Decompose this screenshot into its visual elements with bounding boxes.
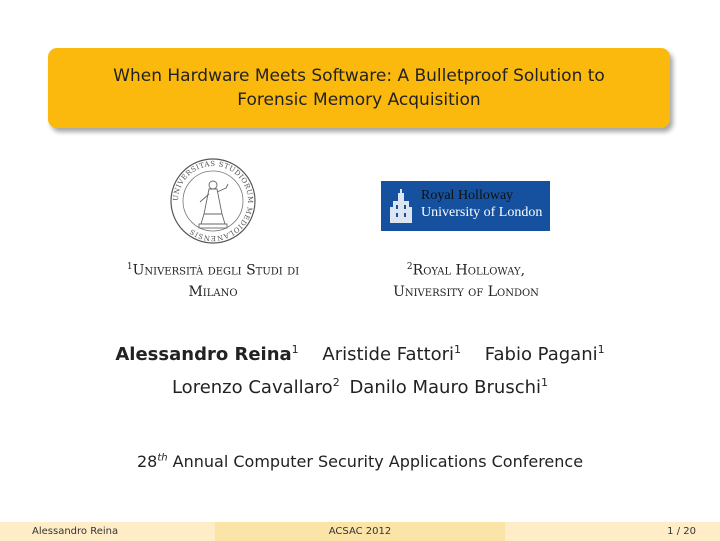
author-name: Alessandro Reina bbox=[115, 344, 292, 365]
author-affiliation: 2 bbox=[332, 376, 340, 389]
author bbox=[349, 377, 548, 398]
author-name: Danilo Mauro Bruschi bbox=[349, 377, 542, 398]
institution-line-1: Università degli Studi di bbox=[132, 262, 300, 279]
author bbox=[172, 377, 340, 398]
seal-figure bbox=[199, 181, 228, 228]
title-line-2: Forensic Memory Acquisition bbox=[237, 90, 481, 110]
author-affiliation: 1 bbox=[291, 343, 299, 356]
author bbox=[485, 344, 605, 365]
title-block bbox=[48, 48, 670, 128]
rhul-building-icon bbox=[381, 181, 421, 231]
institution-line-1: Royal Holloway, bbox=[412, 262, 526, 279]
institution-mark: 2 bbox=[406, 262, 413, 272]
author-affiliation: 1 bbox=[597, 343, 605, 356]
conference-ordinal: th bbox=[157, 452, 168, 464]
footer-page-number: 1 / 20 bbox=[505, 522, 720, 541]
institution-rhul bbox=[346, 257, 586, 303]
slide-footer bbox=[0, 522, 720, 541]
author bbox=[322, 344, 461, 365]
seal-text: UNIVERSITAS STUDIORUM MEDIOLANENSIS bbox=[171, 159, 255, 243]
rhul-logo bbox=[381, 181, 550, 231]
rhul-logo-line-2: University of London bbox=[421, 205, 543, 220]
university-seal-icon bbox=[170, 158, 256, 244]
footer-author: Alessandro Reina bbox=[0, 522, 215, 541]
conference-number: 28 bbox=[136, 452, 158, 471]
rhul-logo-line-1: Royal Holloway bbox=[421, 188, 514, 203]
title-line-1: When Hardware Meets Software: A Bulletproof Solution to bbox=[113, 66, 605, 86]
svg-text:UNIVERSITAS STUDIORUM MEDIOLAN bbox=[172, 160, 254, 242]
author-name: Lorenzo Cavallaro bbox=[171, 377, 333, 398]
institution-milano bbox=[93, 257, 333, 303]
author-row-2 bbox=[0, 369, 720, 402]
author bbox=[115, 344, 298, 365]
author-affiliation: 1 bbox=[541, 376, 549, 389]
conference-title: Annual Computer Security Applications Conference bbox=[172, 452, 584, 471]
institution-line-2: Milano bbox=[188, 283, 238, 300]
conference-name bbox=[0, 452, 720, 471]
author-list bbox=[0, 336, 720, 402]
footer-event: ACSAC 2012 bbox=[215, 522, 505, 541]
institution-line-2: University of London bbox=[393, 283, 539, 300]
author-row-1 bbox=[0, 336, 720, 369]
author-name: Fabio Pagani bbox=[484, 344, 598, 365]
author-name: Aristide Fattori bbox=[322, 344, 455, 365]
institution-mark: 1 bbox=[126, 262, 133, 272]
author-affiliation: 1 bbox=[454, 343, 462, 356]
